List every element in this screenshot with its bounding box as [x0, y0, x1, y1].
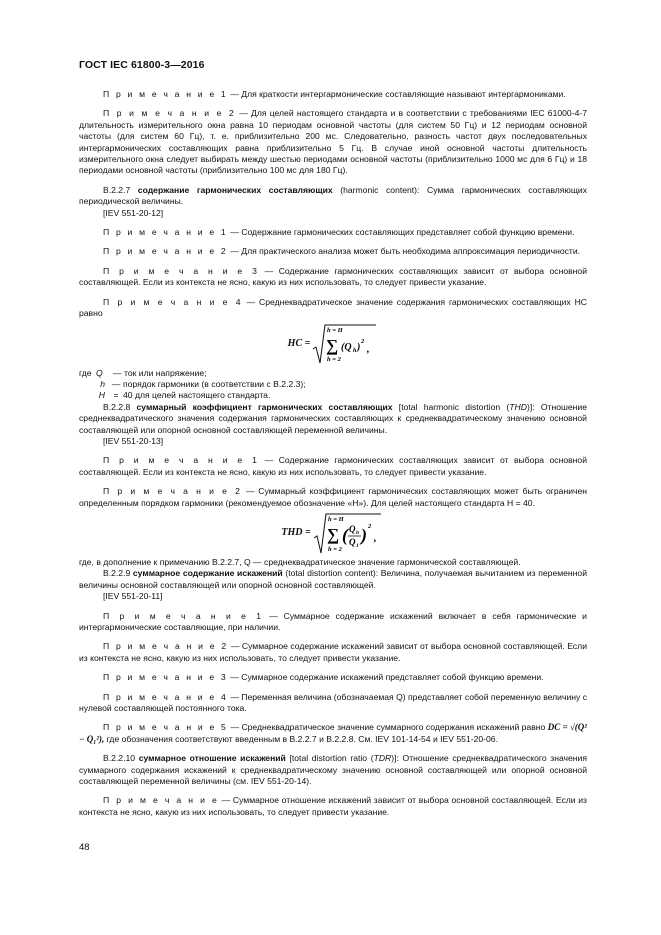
note-text: — Суммарный коэффициент гармонических составляющих может быть ограничен определенным порядком гармоники (рекомендуемое обозначение «H»). Для целей настоящего стандарта H = 40.	[79, 486, 587, 508]
note-label: П р и м е ч а н и е 2	[103, 108, 237, 119]
note-text: — Суммарное содержание искажений включает в себя гармонические и интергармонические составляющие, при наличии.	[79, 610, 587, 632]
note	[79, 486, 587, 509]
def-text: порядок гармоники (в соответствии с В.2.2.3);	[123, 378, 306, 389]
note-text: — Для практического анализа может быть необходима аппроксимация периодичности.	[227, 246, 581, 257]
note-text: — Содержание гармонических составляющих представляет собой функцию времени.	[227, 227, 575, 238]
note-text: — Суммарное содержание искажений зависит от выбора основной составляющей. Если из контекста не ясно, какую из них использовать, то следует привести указание.	[79, 641, 587, 663]
note-label: П р и м е ч а н и е 3	[103, 265, 260, 276]
note-text: — Для целей настоящего стандарта и в соответствии с требованиями IEC 61000-4-7 длительность измерительного окна равна 10 периодам основной частоты (для систем 50 Гц) и 12 периодам основной частоты (для систем 60 Гц), т. е. приблизительно 200 мс. Следовательно, разность частот двух последовательных интергармонических составляющих равна приблизительно 5 Гц. В случае иной основной частоты длительность измерительного окна следует выбирать между шестью периодами основной частоты (приблизительно 1000 мс для 6 Гц) и 18 периодами основной частоты (приблизительно 100 мс для 180 Гц).	[79, 108, 587, 176]
def-text: 40 для целей настоящего стандарта.	[123, 390, 271, 401]
svg-text:,: ,	[373, 532, 377, 544]
document-body	[79, 89, 587, 818]
svg-text:(: (	[341, 524, 348, 545]
svg-text:h = 2: h = 2	[327, 355, 342, 363]
note	[79, 455, 587, 478]
svg-text:h = H: h = H	[327, 326, 343, 334]
svg-text:): )	[360, 524, 367, 545]
note-label: П р и м е ч а н и е 2	[103, 246, 228, 257]
def-symbol: h	[100, 378, 105, 389]
formula-hc	[79, 320, 587, 368]
note-text: — Содержание гармонических составляющих зависит от выбора основной составляющей. Если из контекста не ясно, какую из них использовать, то следует привести указание.	[79, 265, 587, 288]
note-label: П р и м е ч а н и е 1	[103, 455, 260, 466]
clause-text: [total distortion ratio (	[285, 753, 374, 764]
clause-text: (total distortion content): Величина, получаемая вычитанием из переменной величины основной составляющей или опорной основной составляющей.	[79, 568, 588, 590]
note	[79, 672, 587, 683]
definition-q	[79, 368, 587, 379]
clause-abbrev: TDR	[373, 753, 392, 764]
clause-term: суммарное содержание искажений	[132, 568, 283, 579]
note-text: — Суммарное содержание искажений представляет собой функцию времени.	[227, 672, 544, 683]
definition-H	[79, 390, 587, 401]
where-label: где	[79, 367, 92, 378]
def-dash: =	[113, 390, 119, 401]
svg-text:2: 2	[367, 522, 371, 530]
clause-number: В.2.2.7	[103, 184, 138, 195]
formula-explanation: где, в дополнение к примечанию В.2.2.7, Q — среднеквадратическое значение гармонической составляющей.	[79, 556, 521, 567]
note-text: — Среднеквадратическое значение содержания гармонических составляющих НС равно	[79, 296, 587, 319]
definition-h	[79, 379, 587, 390]
svg-text:): )	[357, 341, 361, 353]
inline-formula-dc: DC = √(Q² − Q₁²),	[79, 722, 587, 744]
clause-text: (harmonic content): Сумма гармонических составляющих периодической величины.	[79, 184, 587, 207]
note	[79, 266, 587, 289]
formula-sqrt-sum	[312, 323, 378, 365]
clause-number: В.2.2.8	[103, 401, 137, 412]
note-label: П р и м е ч а н и е 1	[103, 610, 264, 621]
clause-b227	[79, 185, 587, 208]
note-interharmonics	[79, 89, 587, 100]
clause-text: )]: Отношение среднеквадратического значения суммарного содержания искажений к среднеквадратическому значению основной составляющей или опорной основной составляющей переменной величины (см. IEV 551-20-14).	[79, 753, 587, 787]
svg-text:Q: Q	[348, 523, 356, 534]
clause-term: суммарный коэффициент гармонических составляющих	[136, 401, 393, 412]
note-text: — Переменная величина (обозначаемая Q) представляет собой переменную величину с нулевой составляющей постоянного тока.	[79, 691, 587, 714]
note	[79, 297, 587, 320]
clause-term: суммарное отношение искажений	[138, 753, 286, 764]
note-text: где обозначения соответствуют введенным в В.2.2.7 и В.2.2.8. См. IEV 101-14-54 и IEV 551-20-06.	[104, 733, 498, 744]
clause-b2210	[79, 753, 587, 787]
iev-reference: [IEV 551-20-13]	[103, 435, 164, 446]
note-label: П р и м е ч а н и е 1	[103, 227, 228, 238]
svg-text:∑: ∑	[326, 524, 339, 544]
note-label: П р и м е ч а н и е 3	[103, 672, 228, 683]
document-header: ГОСТ IEC 61800-3—2016	[79, 59, 205, 71]
note-text: — Содержание гармонических составляющих зависит от выбора основной составляющей. Если из контекста не ясно, какую из них использовать, то следует привести указание.	[79, 455, 587, 477]
note	[79, 227, 587, 238]
page-number: 48	[79, 842, 90, 853]
svg-text:,: ,	[367, 343, 370, 355]
note-label: П р и м е ч а н и е 1	[103, 89, 228, 99]
def-dash: —	[111, 378, 121, 389]
note-label: П р и м е ч а н и е 5	[103, 722, 229, 733]
clause-text: )]: Отношение среднеквадратического значения содержания гармонических составляющих к среднеквадратическому значению основной составляющей или опорной основной составляющей переменной величины.	[79, 401, 588, 435]
note-label: П р и м е ч а н и е 2	[103, 641, 229, 652]
note	[79, 641, 587, 664]
def-symbol: H	[98, 390, 105, 401]
clause-b229	[79, 568, 587, 591]
note-label: П р и м е ч а н и е 2	[103, 486, 243, 497]
def-dash: —	[112, 367, 122, 378]
note-label: П р и м е ч а н и е 4	[103, 296, 243, 307]
formula-thd	[79, 509, 587, 557]
note	[79, 246, 587, 257]
clause-b228	[79, 402, 587, 436]
svg-text:(Q: (Q	[341, 341, 352, 353]
clause-term: содержание гармонических составляющих	[137, 184, 333, 195]
iev-reference: [IEV 551-20-11]	[103, 591, 163, 602]
iev-reference: [IEV 551-20-12]	[103, 207, 164, 218]
formula-sqrt-ratio	[313, 511, 385, 555]
formula-lhs: HC =	[287, 337, 311, 349]
note	[79, 722, 587, 745]
clause-abbrev: THD	[509, 401, 527, 412]
clause-number: В.2.2.9	[103, 568, 133, 579]
note-text: — Суммарное отношение искажений зависит от выбора основной составляющей. Если из контекста не ясно, какую из них использовать, то следует привести указание.	[79, 795, 587, 817]
svg-text:∑: ∑	[326, 335, 339, 355]
svg-text:Q: Q	[348, 536, 356, 547]
note-text: — Среднеквадратическое значение суммарного содержания искажений равно	[228, 722, 546, 733]
note-window	[79, 108, 587, 176]
formula-lhs: THD =	[281, 527, 311, 539]
note	[79, 795, 587, 818]
note	[79, 692, 587, 715]
svg-text:h = H: h = H	[327, 515, 344, 523]
def-symbol: Q	[96, 367, 103, 378]
clause-number: В.2.2.10	[103, 753, 139, 764]
note	[79, 611, 587, 634]
svg-text:h: h	[353, 347, 357, 354]
note-label: П р и м е ч а н и е	[103, 795, 219, 806]
def-text: ток или напряжение;	[124, 367, 207, 378]
clause-text: [total harmonic distortion (	[392, 401, 510, 412]
svg-text:1: 1	[355, 542, 359, 549]
note-label: П р и м е ч а н и е 4	[103, 691, 228, 702]
note-text: — Для краткости интергармонические составляющие называют интергармониками.	[227, 89, 566, 99]
svg-text:h: h	[355, 529, 359, 536]
svg-text:h = 2: h = 2	[327, 545, 342, 553]
definitions-list	[79, 368, 587, 402]
svg-text:2: 2	[361, 337, 365, 345]
